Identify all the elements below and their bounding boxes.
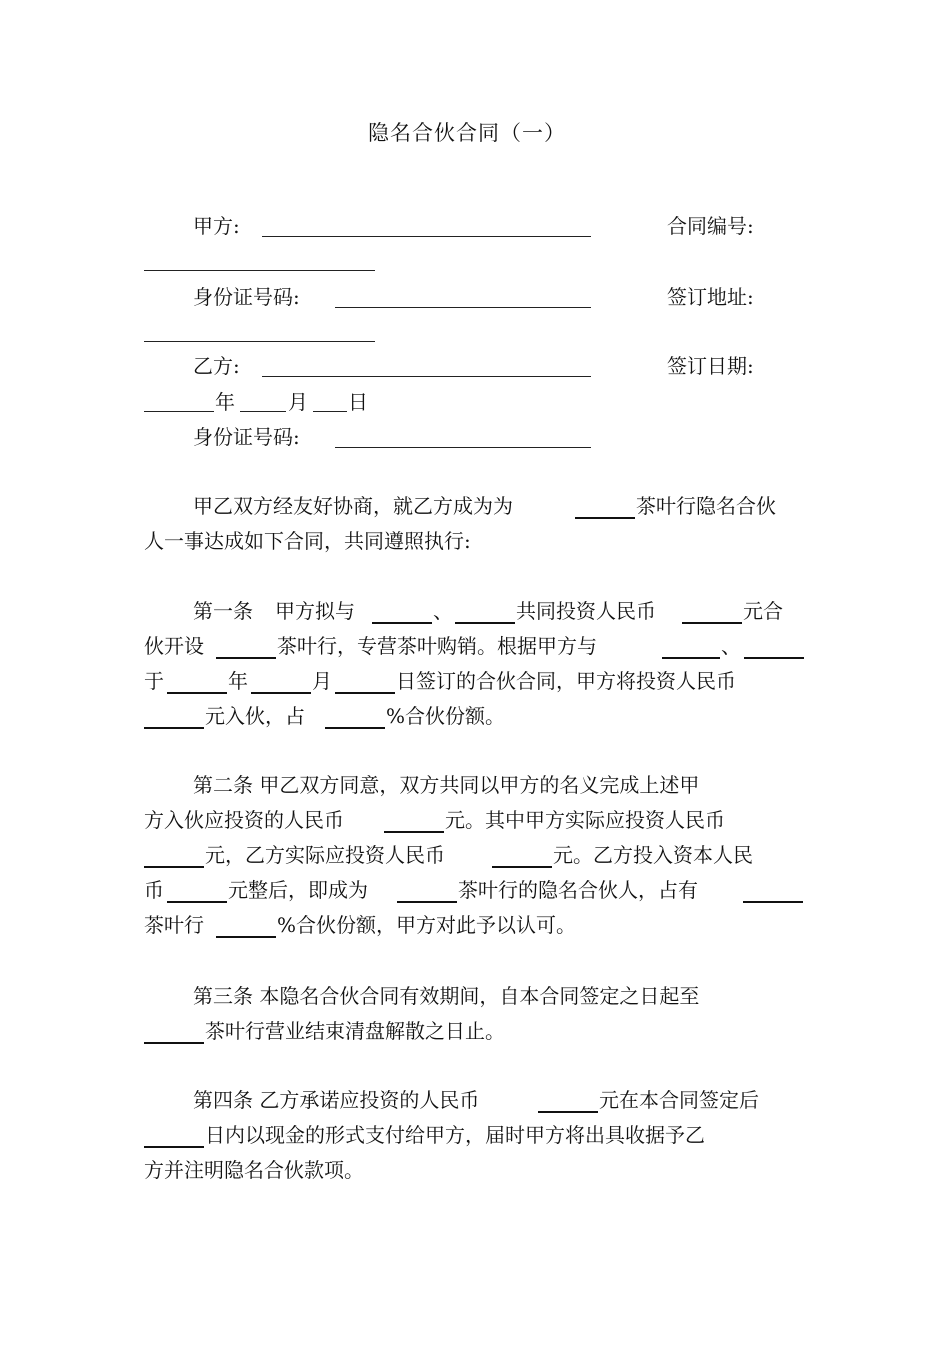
sign-place-label: 签订地址: <box>667 285 754 309</box>
id-no-label-b: 身份证号码: <box>193 425 300 449</box>
article1-l2-b: 茶叶行，专营茶叶购销。根据甲方与 <box>277 634 597 658</box>
sign-place-blank <box>144 341 375 342</box>
article1-blank-3 <box>682 622 742 624</box>
document-title: 隐名合伙合同（一） <box>368 121 566 145</box>
article2-l2-b: 元。其中甲方实际应投资人民币 <box>445 808 725 832</box>
party-a-label: 甲方: <box>193 214 240 238</box>
article2-blank-3 <box>492 866 552 868</box>
article2-l4-c: 茶叶行的隐名合伙人，占有 <box>458 878 698 902</box>
article1-l3-a: 于 <box>144 669 164 693</box>
article3-blank <box>144 1042 204 1044</box>
article1-l2-a: 伙开设 <box>144 634 204 658</box>
article2-l2-a: 方入伙应投资的人民币 <box>144 808 344 832</box>
preamble-line1-a: 甲乙双方经友好协商，就乙方成为为 <box>193 494 513 518</box>
article1-l3-c: 月 <box>312 669 332 693</box>
article1-blank-9 <box>335 692 395 694</box>
article1-blank-8 <box>251 692 311 694</box>
article1-blank-1 <box>372 622 432 624</box>
article1-l3-d: 日签订的合伙合同，甲方将投资人民币 <box>396 669 736 693</box>
article2-blank-5 <box>397 901 457 903</box>
sign-date-label: 签订日期: <box>667 354 754 378</box>
article2-l5-a: 茶叶行 <box>144 913 204 937</box>
contract-no-label: 合同编号: <box>667 214 754 238</box>
article3-l1: 第三条 本隐名合伙合同有效期间，自本合同签定之日起至 <box>193 984 700 1008</box>
article1-blank-2 <box>455 622 515 624</box>
party-b-label: 乙方: <box>193 354 240 378</box>
article4-l1-a: 第四条 乙方承诺应投资的人民币 <box>193 1088 480 1112</box>
article1-blank-10 <box>144 727 204 729</box>
preamble-line1-b: 茶叶行隐名合伙 <box>636 494 776 518</box>
article2-blank-2 <box>144 866 204 868</box>
article1-l4-b: %合伙份额。 <box>386 704 506 728</box>
article1-heading: 第一条 <box>193 599 253 623</box>
article1-blank-7 <box>167 692 227 694</box>
article4-blank-1 <box>538 1111 598 1113</box>
article2-l5-b: %合伙份额，甲方对此予以认可。 <box>277 913 577 937</box>
article4-l2: 日内以现金的形式支付给甲方，届时甲方将出具收据予乙 <box>205 1123 705 1147</box>
article1-blank-5 <box>662 657 720 659</box>
article1-l2-c: 、 <box>721 634 741 658</box>
date-day-label: 日 <box>348 390 368 414</box>
id-no-a-blank <box>335 307 591 308</box>
article2-blank-4 <box>167 901 227 903</box>
preamble-blank <box>575 517 635 519</box>
article2-blank-1 <box>384 831 444 833</box>
article2-blank-7 <box>216 936 276 938</box>
article2-blank-6 <box>743 901 803 903</box>
date-month-blank <box>240 411 286 412</box>
id-no-label-a: 身份证号码: <box>193 285 300 309</box>
article1-l1-d: 共同投资人民币 <box>516 599 656 623</box>
party-b-blank <box>262 376 591 377</box>
article2-l4-a: 币 <box>144 878 164 902</box>
id-no-b-blank <box>335 447 591 448</box>
article2-l3-a: 元，乙方实际应投资人民币 <box>205 843 445 867</box>
article1-l3-b: 年 <box>228 669 248 693</box>
date-year-label: 年 <box>215 390 235 414</box>
date-year-blank <box>144 411 214 412</box>
party-a-blank <box>262 236 591 237</box>
article1-blank-11 <box>325 727 385 729</box>
date-day-blank <box>313 411 347 412</box>
date-month-label: 月 <box>288 390 308 414</box>
article2-l4-b: 元整后，即成为 <box>228 878 368 902</box>
article3-l2: 茶叶行营业结束清盘解散之日止。 <box>205 1019 505 1043</box>
article1-blank-6 <box>744 657 804 659</box>
contract-no-blank <box>144 270 375 271</box>
article4-l1-b: 元在本合同签定后 <box>599 1088 759 1112</box>
article1-l1-c: 、 <box>433 599 453 623</box>
article4-blank-2 <box>144 1146 204 1148</box>
article1-blank-4 <box>216 657 276 659</box>
article2-l1: 第二条 甲乙双方同意，双方共同以甲方的名义完成上述甲 <box>193 773 700 797</box>
preamble-line2: 人一事达成如下合同，共同遵照执行: <box>144 529 471 553</box>
article4-l3: 方并注明隐名合伙款项。 <box>144 1158 364 1182</box>
article1-l4-a: 元入伙，占 <box>205 704 305 728</box>
article2-l3-b: 元。乙方投入资本人民 <box>553 843 753 867</box>
article1-l1-b: 甲方拟与 <box>275 599 355 623</box>
article1-l1-e: 元合 <box>743 599 783 623</box>
